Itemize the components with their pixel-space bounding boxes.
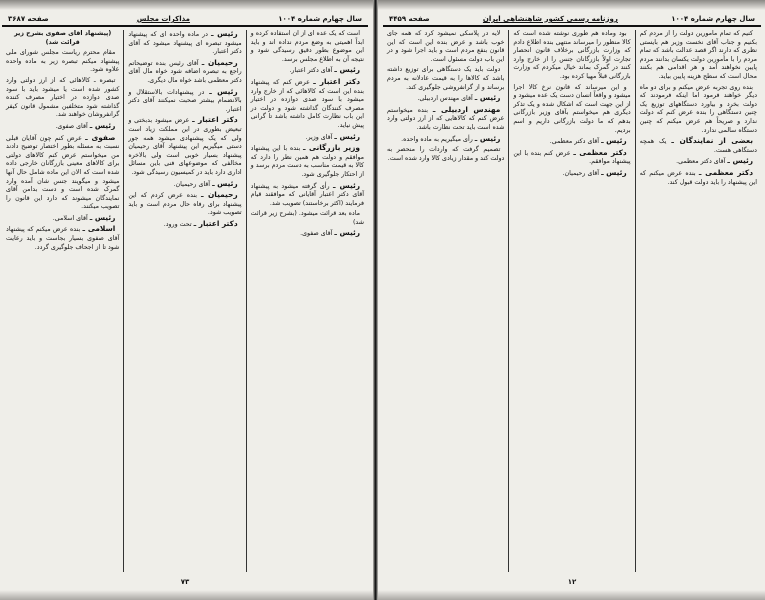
left-page-columns bbox=[2, 30, 368, 572]
paragraph bbox=[128, 116, 241, 177]
paragraph-text: بنده عرض میکنم که این پیشنهاد را باید دولت قبول کند. bbox=[639, 169, 757, 186]
paragraph bbox=[6, 122, 119, 132]
paragraph-text: آقای اسلامی. bbox=[52, 214, 88, 222]
speaker-name: دکتر اعتبار ـ bbox=[313, 76, 360, 86]
paragraph bbox=[128, 30, 241, 57]
paragraph bbox=[640, 137, 757, 155]
paragraph-text: آقای رئیس بنده توضیحاتم راجع به تبصره اضافه شود خواه مال آقای دکتر معظمی باشد خواه مال دیگری. bbox=[128, 59, 242, 84]
speaker-name: رئیس ـ bbox=[212, 178, 238, 188]
left-page-header bbox=[2, 13, 368, 27]
paragraph-text: آقای صفوی. bbox=[55, 122, 88, 130]
speaker-name: رئیس ـ bbox=[211, 30, 238, 38]
paragraph bbox=[6, 49, 119, 75]
paragraph-text: عرض کنم بنده با این پیشنهاد موافقم. bbox=[513, 149, 631, 166]
scan-edge-bottom bbox=[0, 590, 765, 600]
paragraph bbox=[251, 182, 364, 209]
paragraph-text: آقای رحیمیان. bbox=[173, 180, 211, 188]
right-page-header bbox=[383, 13, 761, 27]
paragraph-text: آقای دکتر معظمی. bbox=[676, 158, 726, 166]
paragraph-text: و این میرساند که قانون نرخ کالا اجرا میشود و واقعاً انسان دست یک عده میشود و از این جهت است که اشکال شده و یک تذکر دیگری هم میخواستم بآقای وزیر بازرگانی بدهم که ما دولت بازرگانی داریم و اسم بردیم. bbox=[513, 83, 631, 134]
paragraph-text: تبصره ـ کالاهائی که از ارز دولتی وارد کشور شده است یا میشود باید با سود صدی دوازده در اختیار مصرف کننده گذاشته شود متخلفین مشمول قانون کیفر گرانفروشان خواهند شد. bbox=[6, 76, 120, 119]
paragraph-text: تحت ورود. bbox=[163, 220, 192, 228]
page-number: ۷۳ bbox=[180, 578, 190, 586]
speaker-name: دکتر اعتبار ـ bbox=[193, 218, 238, 228]
paragraph bbox=[513, 169, 630, 179]
paragraph-text: بود وماده هم طوری نوشته شده است که کالا منظور را میرساند منتهی بنده اطلاع دادم که وزارت بازرگانی برخلاف قانون انحصار تجارت اولاً بازرگانان جنس را از خارج وارد کنند در گمرک بماند خیال میکردم که وزارت بازرگانی قبلاً مهیا کرده بود. bbox=[513, 30, 631, 80]
right-page-columns bbox=[383, 30, 761, 572]
speaker-name: رئیس ـ bbox=[334, 65, 360, 75]
paragraph-text: در پیشنهادات بالاستقلال و بالانضمام بیشتر صحبت نمیکنند آقای دکتر اعتبار. bbox=[128, 88, 242, 113]
text-column bbox=[635, 30, 761, 572]
newspaper-title: روزنامه رسمی کشور شاهنشاهی ایران bbox=[482, 15, 618, 23]
paragraph bbox=[6, 30, 119, 47]
speaker-name: دکتر معظمی ـ bbox=[698, 167, 753, 177]
paragraph bbox=[128, 59, 241, 86]
paragraph bbox=[640, 84, 757, 136]
speaker-name: رئیس ـ bbox=[601, 136, 627, 146]
speaker-name: رئیس ـ bbox=[89, 212, 116, 222]
speaker-name: مهندس اردبیلی ـ bbox=[432, 104, 501, 114]
speaker-name: رحیمیان ـ bbox=[201, 57, 238, 67]
right-page bbox=[383, 10, 761, 590]
paragraph-text: بنده میخواستم عرض کنم که کالاهایی که از ارز دولتی وارد شده است باید تحت نظارت باشد. bbox=[387, 106, 505, 131]
paragraph-text: کنیم که تمام مأمورین دولت را از مردم کم بکنیم و جناب آقای نخست وزیر هم بایستی نظری که دارند اگر قصد عدالت باشد که تمام مردم را با مأمورین دولت یکسان بدانند مردم پایین نخواهند آمد و هر اقدامی هم بکنند محال است که سطح هزینه پایین بیاید. bbox=[639, 30, 757, 80]
paragraph bbox=[128, 191, 241, 218]
paragraph bbox=[6, 214, 119, 224]
speaker-name: دکتر اعتبار ـ bbox=[192, 115, 238, 125]
paragraph-text: عرض کنم چون آقایان قبلی نسبت به مسئله بطور اختصار توضیح دادند من میخواستم عرض کنم کالاهای دولتی برای کالاهای معینی بازرگانان خارجی داده شده است که الان این ماده شامل حال آنها میشود و میگویند جنس شان آمده وارد گمرک شده است و دست بدامن آقای نمایندگان میشوند که دارد این قانون را تصویب میکنند. bbox=[6, 134, 120, 211]
paragraph bbox=[6, 134, 119, 212]
speaker-name: رئیس ـ bbox=[89, 120, 116, 130]
paragraph bbox=[251, 30, 364, 64]
paragraph bbox=[640, 169, 757, 187]
binding-gutter bbox=[373, 0, 378, 600]
speaker-name: رئیس ـ bbox=[334, 131, 360, 141]
paragraph bbox=[387, 106, 504, 133]
paragraph bbox=[128, 180, 241, 190]
speaker-name: رئیس ـ bbox=[727, 156, 753, 166]
paragraph-text: بنده روی تجربه عرض میکنم و برای دو ماه دیگر خواهند فرمود اما اینکه فرمودند که دولت بخرد و بیاورد دستگاههای توزیع یک چنین دستگاهی را بنده عرض کنم که دولت ندارد و صریحاً هم عرض میکنم که چنین دستگاه سالمی ندارد. bbox=[639, 83, 757, 134]
paragraph-text: آقای مهندس اردبیلی. bbox=[417, 95, 473, 103]
paragraph-text: آقای دکتر اعتبار. bbox=[289, 67, 333, 75]
paragraph bbox=[387, 30, 504, 64]
page-number: ۱۲ bbox=[567, 578, 577, 586]
paragraph-text: بنده با این پیشنهاد موافقم و دولت هم همین نظر را دارد که کالا به قیمت مناسب به دست مردم برسد و از احتکار جلوگیری شود. bbox=[250, 145, 364, 178]
text-column bbox=[383, 30, 508, 572]
speaker-name: رئیس ـ bbox=[334, 228, 360, 238]
speaker-name: بعضی از نمایندگان ـ bbox=[671, 136, 753, 146]
paragraph-text: ماده بعد قرائت میشود. (بشرح زیر قرائت شد) bbox=[250, 210, 364, 226]
speaker-name: صفوی ـ bbox=[85, 132, 116, 142]
paragraph-text: است که یک عده ای از آن استفاده کرده و ابداً اهمیتی به وضع مردم نداده اند و باید این موضوع بطور دقیق رسیدگی شود و نتیجه آن به اطلاع مجلس برسد. bbox=[250, 30, 364, 63]
paragraph bbox=[128, 88, 241, 115]
text-column bbox=[2, 30, 123, 572]
scan-edge-top bbox=[0, 0, 765, 10]
speaker-name: رئیس ـ bbox=[333, 180, 361, 190]
text-column bbox=[508, 30, 634, 572]
paragraph-text: مقام محترم ریاست مجلس شورای ملی پیشنهاد میکنم تبصره زیر به ماده واحده علاوه شود. bbox=[6, 49, 120, 74]
paragraph bbox=[513, 30, 630, 82]
paragraph bbox=[251, 229, 364, 239]
paragraph-text: یک همچه دستگاهی هست. bbox=[639, 138, 757, 154]
paragraph-text: آقای صفوی. bbox=[300, 230, 333, 238]
speaker-name: رئیس ـ bbox=[474, 133, 501, 143]
paragraph bbox=[6, 225, 119, 252]
section-title: مذاکرات مجلس bbox=[136, 15, 191, 23]
paragraph-text: تصمیم گرفت که واردات را منحصر به دولت کند و مقدار زیادی کالا وارد شده است. bbox=[387, 146, 505, 162]
text-column bbox=[246, 30, 368, 572]
page-label: صفحه ۴۴۵۹ bbox=[389, 15, 430, 23]
paragraph-text: دولت باید یک دستگاهی برای توزیع داشته باشد که کالاها را به قیمت عادلانه به مردم برساند و از گرانفروشی جلوگیری کند. bbox=[387, 66, 505, 91]
paragraph-text: رأی میگیریم به ماده واحده. bbox=[401, 135, 473, 143]
text-column bbox=[123, 30, 245, 572]
page-label: صفحه ۳۶۸۷ bbox=[8, 15, 49, 23]
paragraph-text: بنده عرض کردم که این پیشنهاد برای رفاه حال مردم است و باید تصویب شود. bbox=[128, 192, 242, 217]
paragraph bbox=[387, 146, 504, 163]
paragraph bbox=[387, 94, 504, 104]
paragraph bbox=[640, 30, 757, 82]
paragraph bbox=[513, 149, 630, 167]
paragraph bbox=[128, 220, 241, 230]
paragraph bbox=[251, 144, 364, 179]
paragraph bbox=[387, 66, 504, 92]
paragraph bbox=[513, 137, 630, 147]
speaker-name: رحیمیان ـ bbox=[200, 190, 238, 200]
issue-label: سال چهارم شماره ۱۰۰۴ bbox=[278, 15, 362, 23]
paragraph-text: در ماده واحده ای که پیشنهاد میشود تبصره ای پیشنهاد میشود که آقای دکتر اعتبار. bbox=[128, 31, 242, 56]
speaker-name: رئیس ـ bbox=[474, 93, 501, 103]
paragraph bbox=[513, 84, 630, 136]
paragraph-text: عرض میشود بدبختی و تبعیض بطوری در این مملکت زیاد است ولی که یک پیشنهادی میشود همه جور دستی میگیریم این پیشنهاد آقای رحیمیان پیشنهاد بسیار خوبی است ولی بالاخره مخالفی که موضوعهای فنی باین مسائل اداری دارد باید در کمیسیون رسیدگی شود. bbox=[128, 117, 242, 176]
paragraph-text: عرض کنم که پیشنهاد بنده این است که کالاهائی که از خارج وارد میشود با سود صدی دوازده در اختیار مصرف کنندگان گذاشته شود و دولت در این باب نظارت کامل داشته باشد تا گرانی پیش نیاید. bbox=[250, 78, 364, 129]
issue-label: سال چهارم شماره ۱۰۰۴ bbox=[671, 15, 755, 23]
speaker-name: رئیس ـ bbox=[209, 86, 238, 96]
paragraph-text: آقای دکتر معظمی. bbox=[549, 138, 600, 146]
speaker-name: دکتر معظمی ـ bbox=[573, 147, 627, 157]
paragraph bbox=[251, 78, 364, 131]
speaker-name: اسلامی ـ bbox=[82, 224, 116, 234]
paragraph bbox=[251, 66, 364, 76]
paragraph bbox=[387, 135, 504, 145]
paragraph-text: بنده عرض میکنم که پیشنهاد آقای صفوی بسیار بجاست و باید رعایت شود تا از اجحاف جلوگیری گردد. bbox=[6, 226, 120, 251]
paragraph-text: لایه در پلاسکی نمیشود کرد که همه جای خوب باشد و عرض بنده این است که این قانون بنفع مردم است و باید اجرا شود و در این باب دولت مسئول است. bbox=[387, 30, 505, 63]
paragraph-text: (پیشنهاد آقای صفوی بشرح زیر قرائت شد) bbox=[14, 30, 112, 46]
paragraph bbox=[251, 133, 364, 143]
paragraph bbox=[6, 77, 119, 120]
paragraph bbox=[640, 157, 757, 167]
left-page bbox=[2, 10, 368, 590]
paragraph-text: آقای وزیر. bbox=[305, 133, 333, 141]
speaker-name: رئیس ـ bbox=[601, 167, 627, 177]
paragraph-text: آقای رحیمیان. bbox=[562, 169, 600, 177]
speaker-name: وزیر بازرگانی ـ bbox=[303, 143, 360, 153]
paragraph bbox=[251, 210, 364, 227]
paragraph-text: رأی گرفته میشود به پیشنهاد آقای دکتر اعتبار آقایانی که موافقند قیام فرمایند (اکثر برخاستند) تصویب شد. bbox=[250, 182, 364, 207]
